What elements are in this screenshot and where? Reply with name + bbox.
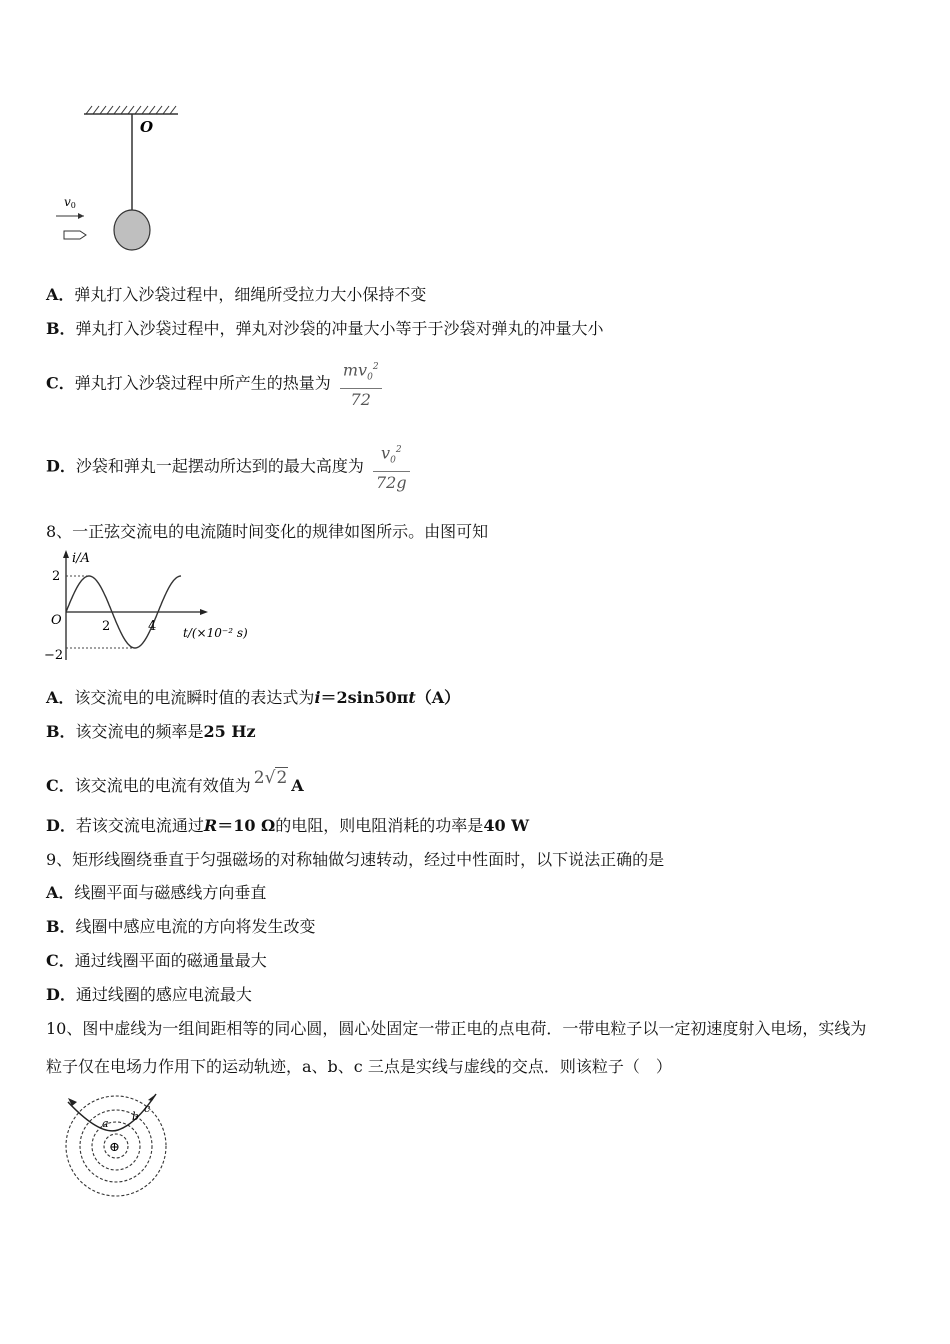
point-o-label: O: [140, 118, 154, 136]
positive-charge-symbol: ⊕: [109, 1140, 120, 1155]
q8-stem: 8、一正弦交流电的电流随时间变化的规律如图所示。由图可知: [46, 522, 489, 541]
q10-stem-line1: 10、图中虚线为一组间距相等的同心圆，圆心处固定一带正电的点电荷．一带电粒子以一定初速度射入电场，实线为: [46, 1019, 867, 1038]
q8-option-d: D．若该交流电流通过R＝10 Ω的电阻，则电阻消耗的功率是40 W: [46, 816, 530, 835]
velocity-arrowhead: [78, 213, 84, 219]
point-b-label: b: [132, 1110, 140, 1123]
y-tick-neg2: −2: [44, 648, 64, 663]
x-axis-label: t/(×10⁻² s): [183, 626, 248, 640]
q8-option-a: A．该交流电的电流瞬时值的表达式为i＝2sin50πt（A）: [46, 688, 461, 707]
concentric-circles-figure: [44, 1088, 194, 1213]
q8-option-b: B．该交流电的频率是25 Hz: [46, 722, 256, 741]
heat-fraction: $\frac{mv_0^2}{72}$: [340, 357, 382, 411]
point-a-label: a: [102, 1117, 109, 1130]
q9-option-d: D．通过线圈的感应电流最大: [46, 985, 252, 1004]
q9-stem: 9、矩形线圈绕垂直于匀强磁场的对称轴做匀速转动，经过中性面时，以下说法正确的是: [46, 850, 665, 869]
x-axis-arrow: [200, 609, 208, 615]
q9-option-b: B．线圈中感应电流的方向将发生改变: [46, 917, 316, 936]
y-axis-arrow: [63, 550, 69, 558]
q7-option-d: D．沙袋和弹丸一起摆动所达到的最大高度为 $\frac{v_0^2}{72g}$: [46, 440, 410, 494]
rms-value: 2√2: [253, 768, 288, 788]
q9-option-c: C．通过线圈平面的磁通量最大: [46, 951, 267, 970]
ceiling-hatch: [86, 106, 176, 114]
x-tick-4: 4: [148, 619, 157, 634]
sine-chart: [40, 548, 270, 668]
y-tick-2: 2: [52, 569, 61, 584]
origin-label: O: [51, 613, 62, 628]
pendulum-figure: [52, 100, 192, 260]
particle-trajectory: [68, 1094, 156, 1131]
q9-option-a: A．线圈平面与磁感线方向垂直: [46, 883, 267, 902]
trajectory-arrow-start: [68, 1098, 77, 1106]
bullet: [64, 231, 86, 239]
point-c-label: c: [144, 1102, 151, 1115]
pendulum-diagram: [52, 100, 192, 260]
v0-label: v0: [64, 195, 76, 210]
q10-stem-line2: 粒子仅在电场力作用下的运动轨迹，a、b、c 三点是实线与虚线的交点．则该粒子（ ）: [46, 1057, 672, 1076]
trajectory-arrow-end: [148, 1094, 156, 1101]
q7-option-a: A．弹丸打入沙袋过程中，细绳所受拉力大小保持不变: [46, 285, 427, 304]
field-diagram: [44, 1088, 194, 1213]
q8-option-c: C．该交流电的电流有效值为 2√2 A: [46, 760, 304, 804]
height-fraction: $\frac{v_0^2}{72g}$: [373, 440, 410, 494]
q7-option-b: B．弹丸打入沙袋过程中，弹丸对沙袋的冲量大小等于于沙袋对弹丸的冲量大小: [46, 319, 604, 338]
sine-chart-svg: [40, 548, 270, 668]
x-tick-2: 2: [102, 619, 111, 634]
sandbag: [114, 210, 150, 250]
q7-option-c: C．弹丸打入沙袋过程中所产生的热量为 $\frac{mv_0^2}{72}$: [46, 357, 382, 411]
y-axis-label: i/A: [72, 551, 90, 566]
